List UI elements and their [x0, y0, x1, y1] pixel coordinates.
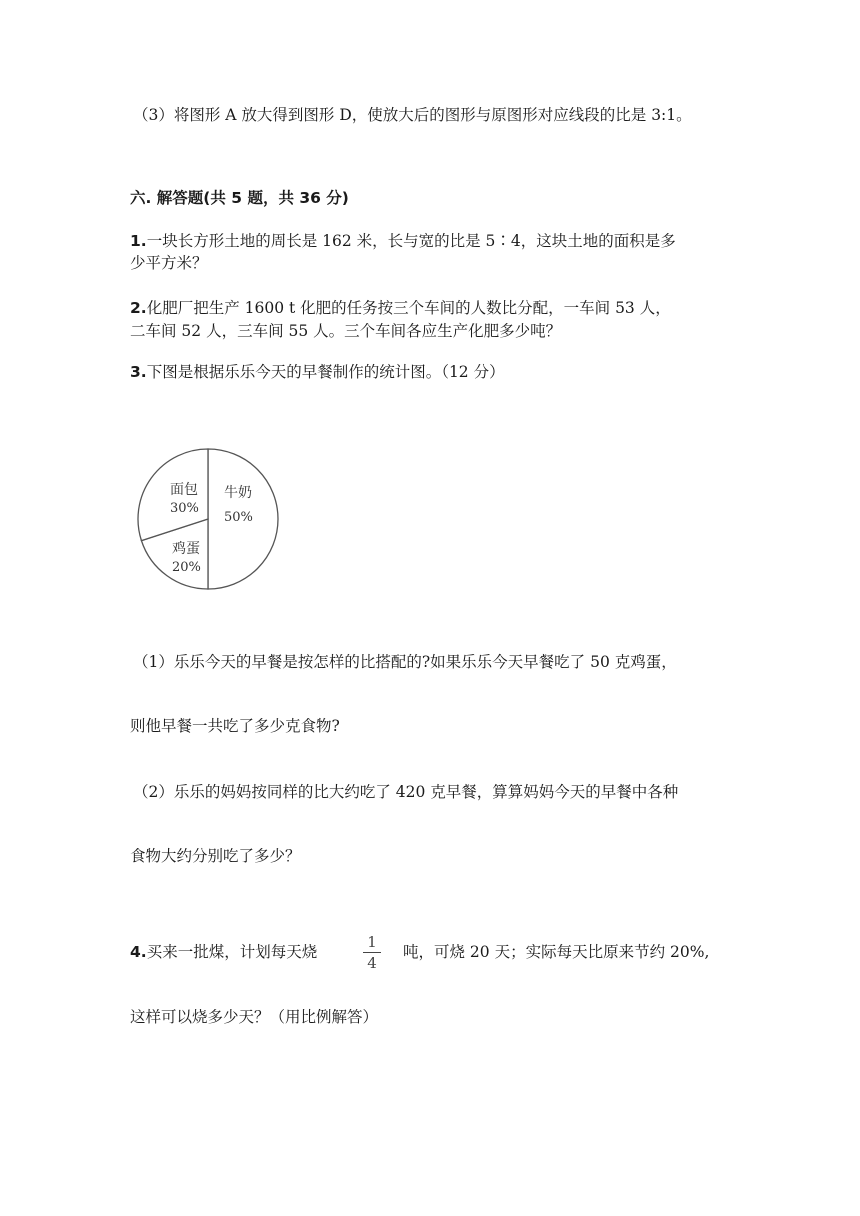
- fraction-one-quarter: [362, 934, 382, 971]
- fraction-numerator: 1: [367, 933, 377, 951]
- q3-sub1-line1: （1）乐乐今天的早餐是按怎样的比搭配的?如果乐乐今天早餐吃了 50 克鸡蛋，: [133, 653, 677, 671]
- q3-number: 3.: [130, 363, 147, 381]
- pie-label-egg: 鸡蛋: [172, 541, 200, 557]
- q2-number: 2.: [130, 299, 147, 317]
- pie-percent-milk: 50%: [224, 510, 253, 525]
- q3-sub1-line2: 则他早餐一共吃了多少克食物?: [130, 717, 340, 735]
- q1-line1: [130, 230, 676, 252]
- q2-line1: [130, 297, 671, 319]
- pie-percent-egg: 20%: [172, 560, 201, 575]
- q1-line2: 少平方米？: [130, 254, 208, 272]
- q3-sub2-line1: （2）乐乐的妈妈按同样的比大约吃了 420 克早餐，算算妈妈今天的早餐中各种: [133, 783, 679, 801]
- q4-number: 4.: [130, 943, 147, 961]
- pie-percent-bread: 30%: [170, 501, 199, 516]
- q1-text-1: 一块长方形土地的周长是 162 米，长与宽的比是 5∶4，这块土地的面积是多: [146, 232, 676, 250]
- q3-line1: [130, 361, 505, 383]
- section-heading: 六. 解答题(共 5 题，共 36 分): [130, 189, 349, 207]
- q4-line1-start: [130, 941, 317, 963]
- fraction-denominator: 4: [367, 954, 377, 972]
- pie-label-bread: 面包: [170, 482, 198, 498]
- fraction-bar: [363, 952, 381, 953]
- q4-line1-end: 吨，可烧 20 天；实际每天比原来节约 20%,: [403, 943, 710, 961]
- q3-sub2-line2: 食物大约分别吃了多少？: [130, 847, 301, 865]
- q1-number: 1.: [130, 232, 147, 250]
- q4-text-a: 买来一批煤，计划每天烧: [146, 943, 318, 961]
- top-q3-text: （3）将图形 A 放大得到图形 D，使放大后的图形与原图形对应线段的比是 3:1。: [133, 106, 692, 124]
- q4-line2: 这样可以烧多少天？（用比例解答）: [130, 1008, 379, 1026]
- pie-label-milk: 牛奶: [224, 485, 252, 501]
- q3-text-1: 下图是根据乐乐今天的早餐制作的统计图。（12 分）: [146, 363, 505, 381]
- q2-text-1: 化肥厂把生产 1600 t 化肥的任务按三个车间的人数比分配，一车间 53 人，: [146, 299, 671, 317]
- q2-line2: 二车间 52 人，三车间 55 人。三个车间各应生产化肥多少吨？: [130, 322, 562, 340]
- breakfast-pie-chart: [128, 440, 288, 600]
